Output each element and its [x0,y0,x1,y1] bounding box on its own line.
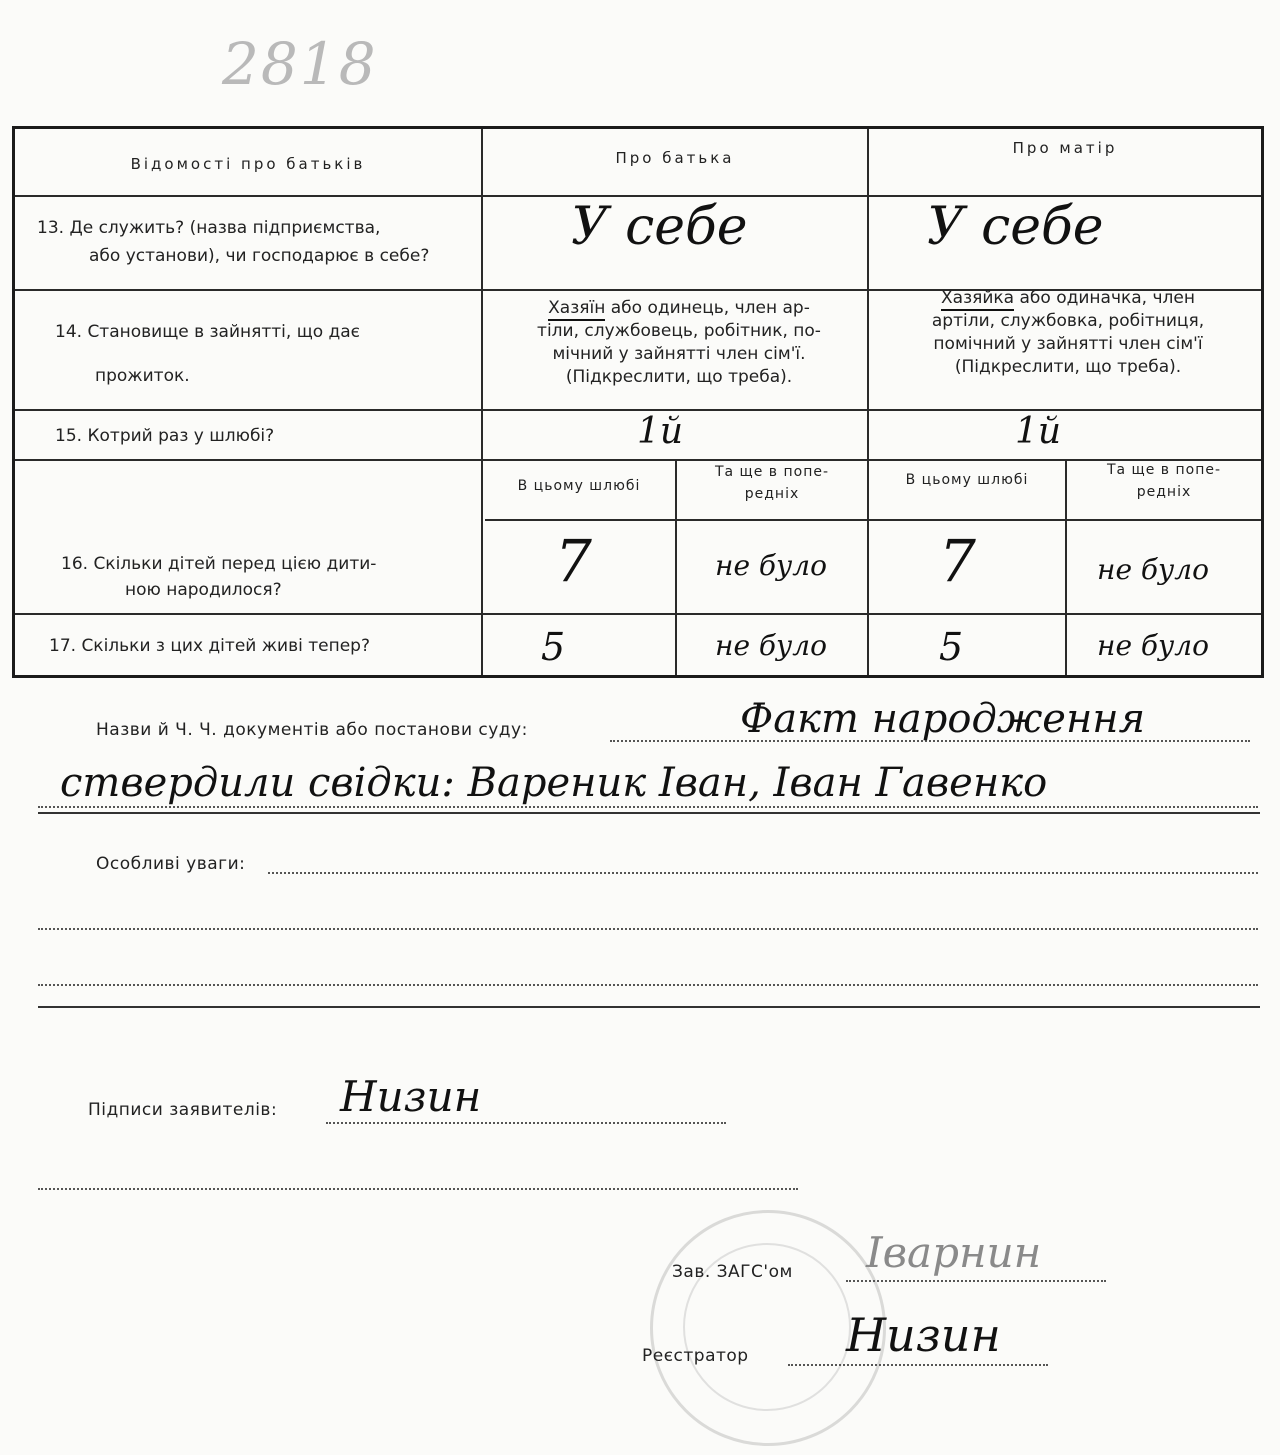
father-occupation-options [499,297,859,389]
documents-value-line2: ствердили свідки: Вареник Іван, Іван Гавенко [60,760,1048,806]
registrar-label: Реєстратор [642,1346,749,1366]
father-occupation-line1 [499,297,859,320]
question-14-line2: прожиток. [95,366,190,386]
row-divider [485,519,1261,521]
section-divider [38,1006,1260,1008]
father-occupation-underlined: Хазяїн [548,298,605,321]
header-mother: Про матір [1012,139,1118,157]
father-marriage-number: 1й [637,411,684,452]
father-previous-header-line1: Та ще в попе- [714,464,830,480]
mother-children-before-this: 7 [939,527,976,595]
mother-occupation-underlined: Хазяйка [941,288,1014,311]
notes-line-2 [38,928,1258,930]
applicants-signature: Низин [340,1072,482,1121]
question-13-line2: або установи), чи господарює в себе? [89,246,430,266]
mother-children-before-prev: не було [1097,553,1209,586]
mother-occupation-line3: помічний у зайнятті член сім'ї [933,334,1203,354]
father-children-before-prev: не було [715,549,827,582]
father-occupation-line2: тіли, службовець, робітник, по- [537,321,821,341]
father-this-marriage-header: В цьому шлюбі [517,478,641,494]
father-children-alive-this: 5 [541,625,566,669]
mother-occupation-line1 [883,287,1253,310]
father-occupation-rest1: або одинець, член ар- [605,298,810,318]
mother-occupation-line4: (Підкреслити, що треба). [954,357,1182,377]
father-workplace: У себе [571,197,748,257]
applicants-signature-line [326,1122,726,1124]
notes-line-3 [38,984,1258,986]
father-children-before-this: 7 [555,527,592,595]
mother-previous-header-line1: Та ще в попе- [1106,462,1222,478]
notes-line-1 [268,872,1258,874]
mother-marriage-number: 1й [1015,411,1062,452]
documents-label: Назви й Ч. Ч. документів або постанови суду: [96,720,528,740]
documents-line-2 [38,806,1258,808]
mother-occupation-options [883,287,1253,379]
question-16-line2: ною народилося? [125,580,282,600]
mother-occupation-line2: артіли, службовка, робітниця, [931,311,1205,331]
parents-info-table [12,126,1264,678]
archive-number: 2818 [222,30,378,98]
notes-label: Особливі уваги: [96,854,246,874]
question-14-line1: 14. Становище в зайнятті, що дає [55,322,361,342]
father-previous-header-line2: редніх [744,486,800,502]
registrar-signature: Низин [846,1308,1001,1362]
mother-this-marriage-header: В цьому шлюбі [905,472,1029,488]
father-occupation-line4: (Підкреслити, що треба). [565,367,793,387]
mother-occupation-rest1: або одиначка, член [1014,288,1195,308]
mother-workplace: У себе [927,197,1104,257]
row-divider [15,613,1261,615]
father-children-alive-prev: не було [715,629,827,662]
mother-previous-header-line2: редніх [1136,484,1192,500]
question-15: 15. Котрий раз у шлюбі? [55,426,275,446]
col-divider [867,129,869,675]
question-13-line1: 13. Де служить? (назва підприємства, [37,218,381,238]
section-divider [38,812,1260,814]
col-divider [481,129,483,675]
question-16-line1: 16. Скільки дітей перед цією дити- [61,554,377,574]
applicants-signature-line-2 [38,1188,798,1190]
mother-children-alive-prev: не було [1097,629,1209,662]
applicants-signature-label: Підписи заявителів: [88,1100,278,1120]
header-parents-info: Відомості про батьків [130,155,366,173]
head-registry-signature: Іварнин [866,1228,1042,1277]
registrar-line [788,1364,1048,1366]
head-registry-label: Зав. ЗАГС'ом [672,1262,793,1282]
question-17: 17. Скільки з цих дітей живі тепер? [49,636,370,656]
father-occupation-line3: мічний у зайнятті член сім'ї. [552,344,806,364]
documents-value-line1: Факт народження [740,696,1146,742]
head-registry-line [846,1280,1106,1282]
header-father: Про батька [615,149,735,167]
mother-children-alive-this: 5 [939,625,964,669]
